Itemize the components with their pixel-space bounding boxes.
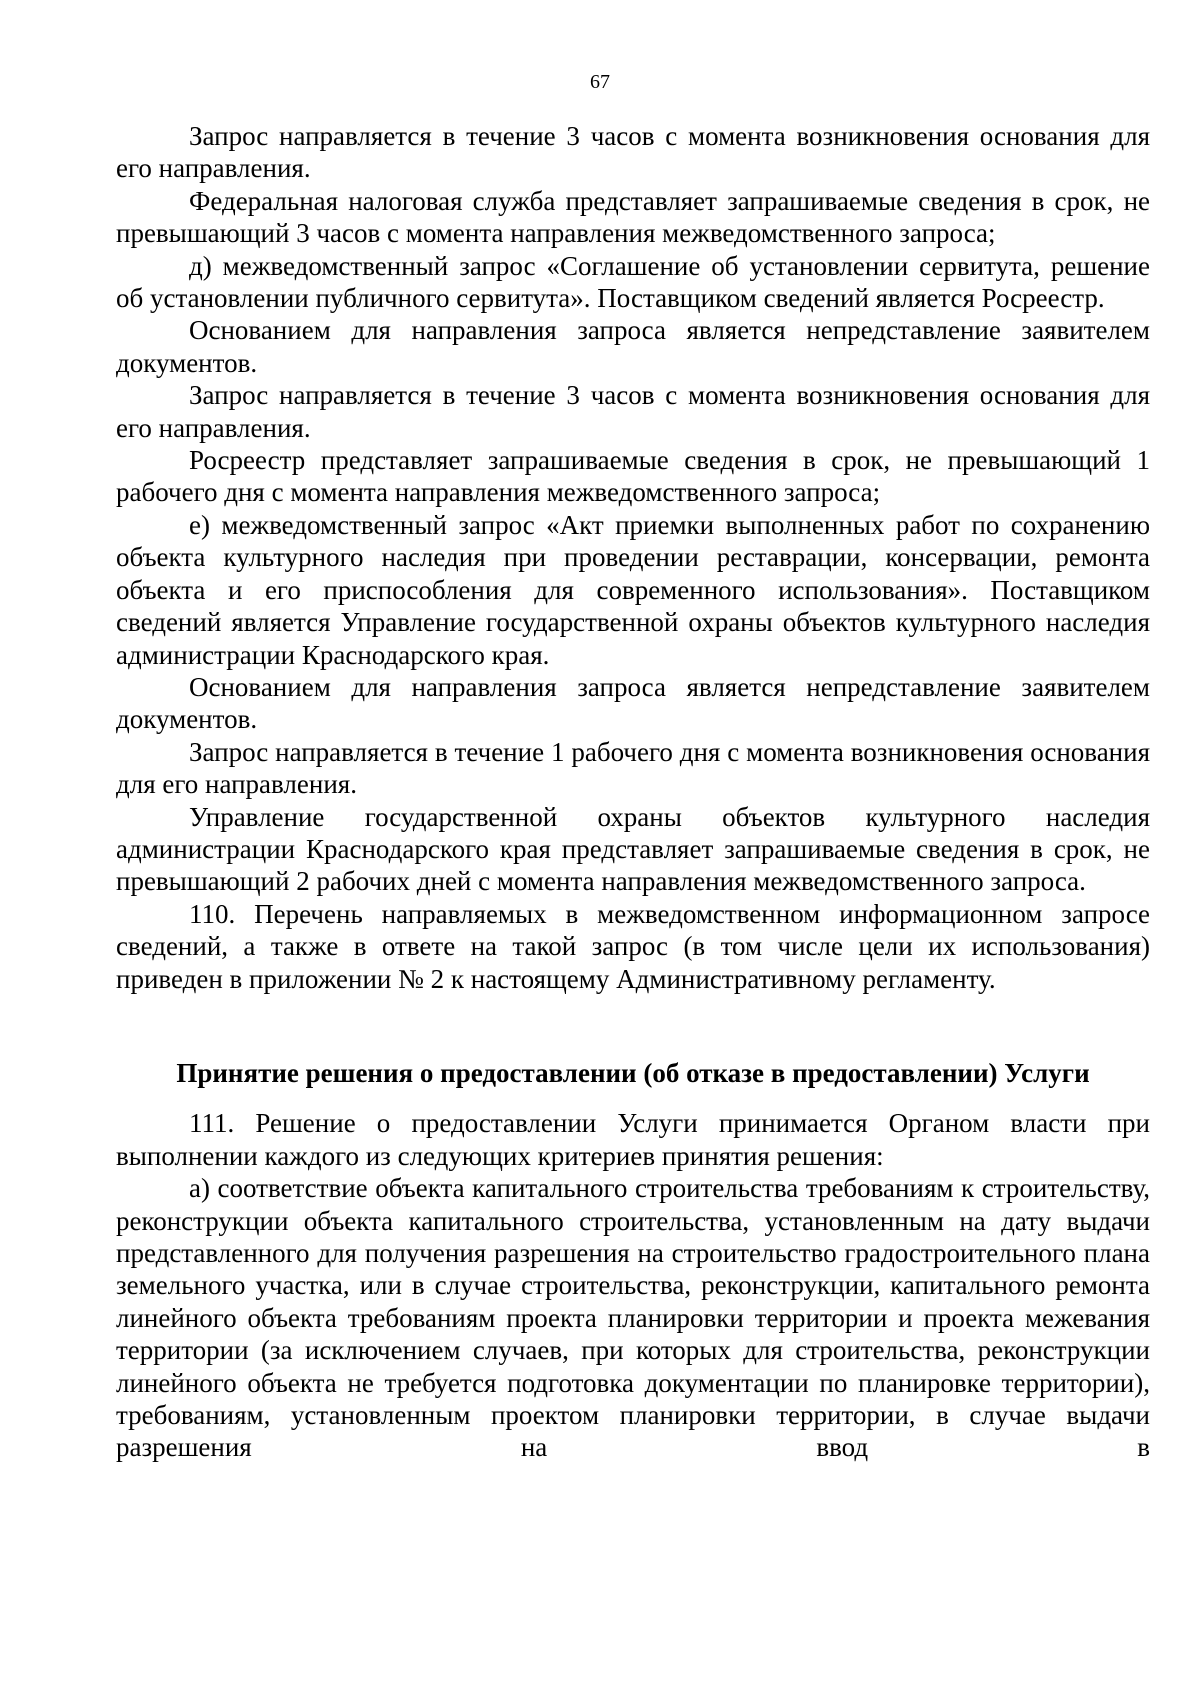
paragraph: Росреестр представляет запрашиваемые сведения в срок, не превышающий 1 рабочего дня с момента направления межведомственного запроса;	[116, 445, 1150, 508]
paragraph: Федеральная налоговая служба представляет запрашиваемые сведения в срок, не превышающий 3 часов с момента направления межведомственного запроса;	[116, 185, 1150, 249]
paragraph: е) межведомственный запрос «Акт приемки выполненных работ по сохранению объекта культурного наследия при проведении реставрации, консервации, ремонта объекта и его приспособления для современного использования». Поставщиком сведений является Управление государственной охраны объектов культурного наследия администрации Краснодарского края.	[116, 509, 1150, 670]
page-number: 67	[590, 71, 610, 93]
section-heading: Принятие решения о предоставлении (об отказе в предоставлении) Услуги	[176, 1057, 1090, 1088]
paragraph: Запрос направляется в течение 3 часов с момента возникновения основания для его направления.	[116, 380, 1150, 443]
document-body	[116, 120, 1150, 1464]
paragraph: Запрос направляется в течение 1 рабочего дня с момента возникновения основания для его направления.	[116, 736, 1150, 800]
paragraph: 111. Решение о предоставлении Услуги принимается Органом власти при выполнении каждого из следующих критериев принятия решения:	[116, 1108, 1150, 1171]
paragraph: а) соответствие объекта капитального строительства требованиям к строительству, реконструкции объекта капитального строительства, установленным на дату выдачи представленного для получения разрешения на строительство градостроительного плана земельного участка, или в случае строительства, реконструкции, капитального ремонта линейного объекта требованиям проекта планировки территории и проекта межевания территории (за исключением случаев, при которых для строительства, реконструкции линейного объекта не требуется подготовка документации по планировке территории), требованиям, установленным проектом планировки территории, в случае выдачи разрешения на ввод в	[116, 1173, 1150, 1463]
paragraph: 110. Перечень направляемых в межведомственном информационном запросе сведений, а также в ответе на такой запрос (в том числе цели их использования) приведен в приложении № 2 к настоящему Административному регламенту.	[116, 898, 1150, 994]
paragraph: Основанием для направления запроса является непредставление заявителем документов.	[116, 671, 1150, 735]
paragraph: Запрос направляется в течение 3 часов с момента возникновения основания для его направления.	[116, 121, 1150, 184]
paragraph: Управление государственной охраны объектов культурного наследия администрации Краснодарского края представляет запрашиваемые сведения в срок, не превышающий 2 рабочих дней с момента направления межведомственного запроса.	[116, 801, 1150, 897]
paragraph: д) межведомственный запрос «Соглашение об установлении сервитута, решение об установлении публичного сервитута». Поставщиком сведений является Росреестр.	[116, 250, 1150, 314]
paragraph: Основанием для направления запроса является непредставление заявителем документов.	[116, 315, 1150, 378]
